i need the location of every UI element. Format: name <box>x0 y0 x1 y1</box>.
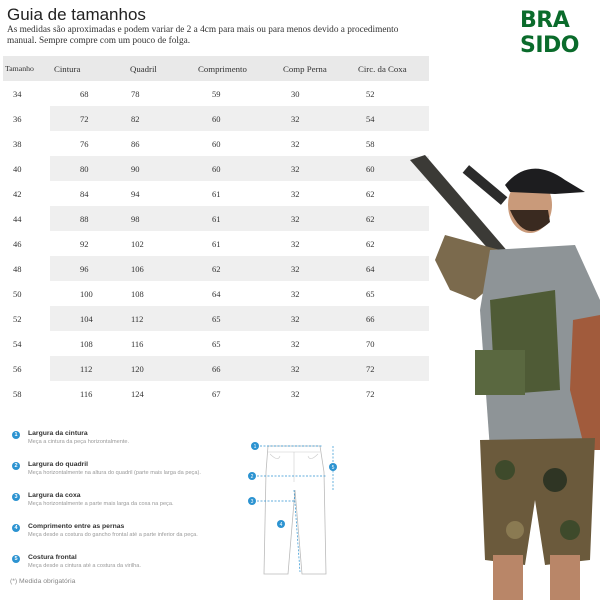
header-tamanho: Tamanho <box>3 56 50 81</box>
inseam-measure-line <box>294 490 300 572</box>
table-row <box>3 181 429 206</box>
svg-text:2: 2 <box>250 474 254 480</box>
pants-pocket-left <box>270 454 280 459</box>
marker-5 <box>329 463 337 471</box>
table-row <box>3 356 429 381</box>
cell-cintura: 116 <box>50 381 130 406</box>
beard <box>510 210 550 231</box>
legend-number-badge: 4 <box>12 524 20 532</box>
cell-comp-perna: 32 <box>283 381 358 406</box>
cell-circ-coxa: 72 <box>358 381 429 406</box>
cell-comp-perna: 30 <box>283 81 358 106</box>
cell-comprimento: 61 <box>198 181 283 206</box>
cell-quadril: 82 <box>130 106 198 131</box>
cell-comp-perna: 32 <box>283 331 358 356</box>
cell-circ-coxa: 52 <box>358 81 429 106</box>
legend-description: Meça desde a cintura até a costura da virilha. <box>28 563 141 569</box>
model-photo <box>405 150 600 600</box>
table-header-row <box>3 56 429 81</box>
table-row <box>3 331 429 356</box>
cell-comp-perna: 32 <box>283 206 358 231</box>
cell-quadril: 78 <box>130 81 198 106</box>
table-row <box>3 131 429 156</box>
legend-description: Meça horizontalmente a parte mais larga da coxa na peça. <box>28 501 174 507</box>
header-comprimento: Comprimento <box>198 56 283 81</box>
legend-number-badge: 3 <box>12 493 20 501</box>
cell-tamanho: 52 <box>3 306 50 331</box>
cell-comp-perna: 32 <box>283 306 358 331</box>
cell-comp-perna: 32 <box>283 131 358 156</box>
cell-circ-coxa: 60 <box>358 156 429 181</box>
cell-quadril: 106 <box>130 256 198 281</box>
cell-quadril: 94 <box>130 181 198 206</box>
table-row <box>3 231 429 256</box>
rig-pouch <box>475 350 525 395</box>
cell-comp-perna: 32 <box>283 231 358 256</box>
marker-3 <box>248 497 256 505</box>
legend-item <box>12 430 212 460</box>
table-row <box>3 381 429 406</box>
cell-comp-perna: 32 <box>283 281 358 306</box>
legend-description: Meça desde a costura do gancho frontal até a parte inferior da peça. <box>28 532 198 538</box>
mandatory-footnote: (*) Medida obrigatória <box>10 578 76 585</box>
logo-line-2: SIDO <box>520 33 579 58</box>
page-subtitle: As medidas são aproximadas e podem variar de 2 a 4cm para mais ou para menos devido a procedimento manual. Sempre compre com um pouco de folga. <box>7 25 399 46</box>
cell-comprimento: 65 <box>198 331 283 356</box>
cell-comp-perna: 32 <box>283 256 358 281</box>
header-comp-perna: Comp Perna <box>283 56 358 81</box>
cell-quadril: 124 <box>130 381 198 406</box>
camo-spot <box>495 460 515 480</box>
cell-circ-coxa: 65 <box>358 281 429 306</box>
cell-tamanho: 38 <box>3 131 50 156</box>
cell-circ-coxa: 58 <box>358 131 429 156</box>
svg-text:5: 5 <box>331 465 335 471</box>
cell-comprimento: 59 <box>198 81 283 106</box>
table-row <box>3 81 429 106</box>
table-row <box>3 206 429 231</box>
header-circ-coxa: Circ. da Coxa <box>358 56 429 81</box>
legend-number-badge: 5 <box>12 555 20 563</box>
cell-tamanho: 42 <box>3 181 50 206</box>
pants-outline <box>264 446 326 574</box>
header-quadril: Quadril <box>130 56 198 81</box>
marker-1 <box>251 442 259 450</box>
cell-comprimento: 62 <box>198 256 283 281</box>
cell-tamanho: 50 <box>3 281 50 306</box>
cell-circ-coxa: 62 <box>358 206 429 231</box>
table-row <box>3 106 429 131</box>
marker-2 <box>248 472 256 480</box>
cell-cintura: 76 <box>50 131 130 156</box>
cell-quadril: 98 <box>130 206 198 231</box>
cell-comprimento: 60 <box>198 156 283 181</box>
legend-description: Meça a cintura da peça horizontalmente. <box>28 439 130 445</box>
cell-quadril: 108 <box>130 281 198 306</box>
cell-cintura: 88 <box>50 206 130 231</box>
brand-logo <box>520 8 579 64</box>
header-cintura: Cintura <box>50 56 130 81</box>
cell-cintura: 100 <box>50 281 130 306</box>
cell-tamanho: 34 <box>3 81 50 106</box>
legend-title: Comprimento entre as pernas <box>28 523 125 530</box>
cell-cintura: 108 <box>50 331 130 356</box>
svg-text:3: 3 <box>250 499 254 505</box>
logo-line-1: BRA <box>520 8 570 33</box>
cell-cintura: 80 <box>50 156 130 181</box>
cell-tamanho: 40 <box>3 156 50 181</box>
cell-comprimento: 61 <box>198 206 283 231</box>
table-row <box>3 306 429 331</box>
table-row <box>3 281 429 306</box>
cell-comprimento: 61 <box>198 231 283 256</box>
cell-quadril: 102 <box>130 231 198 256</box>
camo-shorts <box>480 438 595 565</box>
cell-tamanho: 46 <box>3 231 50 256</box>
cell-comp-perna: 32 <box>283 356 358 381</box>
cell-cintura: 68 <box>50 81 130 106</box>
camo-spot <box>506 521 524 539</box>
cell-comprimento: 60 <box>198 106 283 131</box>
legend-number-badge: 2 <box>12 462 20 470</box>
cell-tamanho: 48 <box>3 256 50 281</box>
cell-tamanho: 44 <box>3 206 50 231</box>
cell-tamanho: 56 <box>3 356 50 381</box>
cell-comprimento: 60 <box>198 131 283 156</box>
cell-circ-coxa: 64 <box>358 256 429 281</box>
svg-text:1: 1 <box>253 444 257 450</box>
cell-circ-coxa: 62 <box>358 231 429 256</box>
cell-comprimento: 65 <box>198 306 283 331</box>
cell-comprimento: 67 <box>198 381 283 406</box>
cell-cintura: 104 <box>50 306 130 331</box>
camo-spot <box>543 468 567 492</box>
cell-cintura: 84 <box>50 181 130 206</box>
cell-comp-perna: 32 <box>283 106 358 131</box>
cell-quadril: 116 <box>130 331 198 356</box>
svg-text:4: 4 <box>279 522 283 528</box>
cell-quadril: 112 <box>130 306 198 331</box>
page-title: Guia de tamanhos <box>7 5 146 24</box>
cell-cintura: 92 <box>50 231 130 256</box>
cell-circ-coxa: 54 <box>358 106 429 131</box>
cell-quadril: 90 <box>130 156 198 181</box>
marker-4 <box>277 520 285 528</box>
cell-circ-coxa: 72 <box>358 356 429 381</box>
cell-cintura: 72 <box>50 106 130 131</box>
legend-title: Largura da cintura <box>28 430 88 437</box>
model-leg <box>493 555 523 600</box>
camo-spot <box>560 520 580 540</box>
legend-number-badge: 1 <box>12 431 20 439</box>
pants-pocket-right <box>308 454 318 459</box>
legend-item <box>12 461 212 491</box>
legend-description: Meça horizontalmente na altura do quadril (parte mais larga da peça). <box>28 470 201 476</box>
cell-comp-perna: 32 <box>283 181 358 206</box>
legend-title: Largura da coxa <box>28 492 81 499</box>
table-row <box>3 256 429 281</box>
measurement-legend <box>12 430 212 585</box>
model-leg <box>550 555 580 600</box>
cap-icon <box>505 169 585 194</box>
cell-cintura: 96 <box>50 256 130 281</box>
cell-comprimento: 64 <box>198 281 283 306</box>
cell-cintura: 112 <box>50 356 130 381</box>
cell-quadril: 86 <box>130 131 198 156</box>
pants-diagram <box>240 432 345 582</box>
size-table <box>3 56 429 406</box>
cell-circ-coxa: 66 <box>358 306 429 331</box>
legend-item <box>12 492 212 522</box>
cell-comp-perna: 32 <box>283 156 358 181</box>
cell-circ-coxa: 70 <box>358 331 429 356</box>
legend-item <box>12 523 212 553</box>
legend-title: Largura do quadril <box>28 461 89 468</box>
cell-tamanho: 54 <box>3 331 50 356</box>
cell-tamanho: 58 <box>3 381 50 406</box>
cell-tamanho: 36 <box>3 106 50 131</box>
cell-circ-coxa: 62 <box>358 181 429 206</box>
rifle-scope <box>463 165 508 205</box>
legend-title: Costura frontal <box>28 554 77 561</box>
cell-comprimento: 66 <box>198 356 283 381</box>
cell-quadril: 120 <box>130 356 198 381</box>
table-row <box>3 156 429 181</box>
